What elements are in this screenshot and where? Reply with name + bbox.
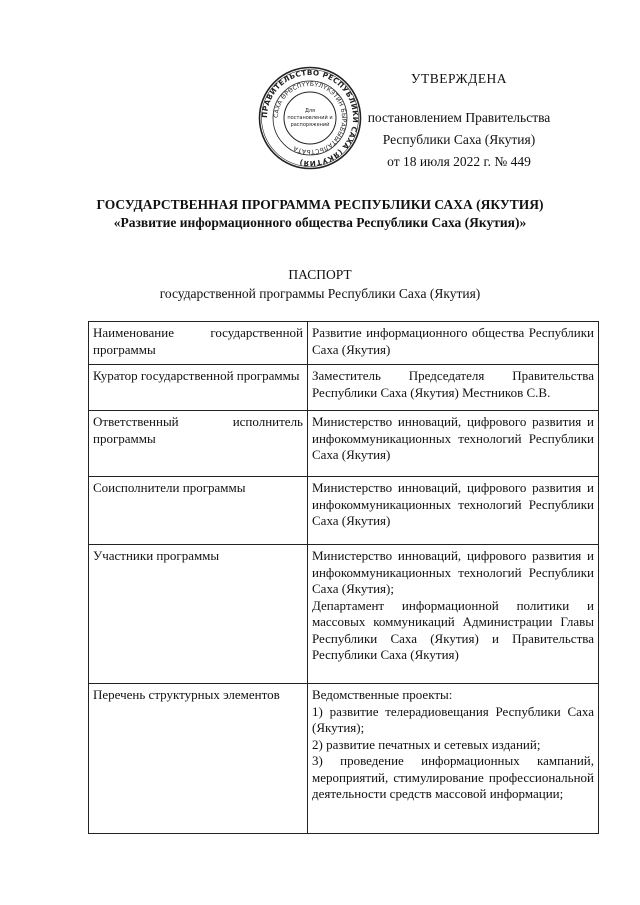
official-seal [258, 66, 362, 170]
passport-table [88, 321, 599, 834]
row-value [308, 411, 599, 477]
seal-center-line1: Для [304, 108, 316, 114]
row-value-text: 2) развитие печатных и сетевых изданий; [312, 736, 541, 752]
row-value-text: 3) проведение информационных кампаний, мероприятий, стимулирование профессиональной деятельности средств массовой информации; [312, 753, 594, 801]
row-label: Соисполнители программы [89, 477, 308, 545]
row-value-text: Развитие информационного общества Республики Саха (Якутия) [312, 325, 594, 357]
program-heading [60, 196, 580, 232]
row-value-text: Министерство инноваций, цифрового развития и инфокоммуникационных технологий Республики Саха (Якутия); [312, 548, 594, 596]
row-label: Наименование государственной программы [89, 322, 308, 365]
seal-inner-text: САХА ӨРӨСПҮҮБҮЛҮКЭТИН БЫРАБЫЫТАЛЬСТЬАТА [272, 80, 348, 156]
row-value-text: Заместитель Председателя Правительства Республики Саха (Якутия) Местников С.В. [312, 368, 594, 400]
approval-block [352, 68, 566, 173]
row-value-text: Министерство инноваций, цифрового развития и инфокоммуникационных технологий Республики Саха (Якутия) [312, 480, 594, 528]
table-row [89, 411, 599, 477]
row-value-text: Министерство инноваций, цифрового развития и инфокоммуникационных технологий Республики Саха (Якутия) [312, 414, 594, 462]
approval-title: УТВЕРЖДЕНА [410, 71, 508, 86]
table-row [89, 545, 599, 684]
row-value-text: Ведомственные проекты: [312, 687, 453, 702]
approval-line1: постановлением Правительства [367, 110, 551, 125]
row-value-text: 1) развитие телерадиовещания Республики Саха (Якутия); [312, 703, 594, 735]
table-row [89, 477, 599, 545]
approval-line2: Республики Саха (Якутия) [382, 132, 536, 147]
table-row [89, 684, 599, 834]
passport-subtitle: государственной программы Республики Саха (Якутия) [159, 286, 481, 301]
row-label: Ответственный исполнитель программы [89, 411, 308, 477]
program-heading-line2: «Развитие информационного общества Республики Саха (Якутия)» [113, 215, 527, 230]
row-value [308, 684, 599, 834]
passport-title: ПАСПОРТ [288, 267, 352, 282]
seal-outer-text: ПРАВИТЕЛЬСТВО РЕСПУБЛИКИ САХА (ЯКУТИЯ) [259, 67, 361, 169]
row-value [308, 477, 599, 545]
seal-center-line2: постановлений и [287, 115, 333, 121]
row-label: Участники программы [89, 545, 308, 684]
row-label: Куратор государственной программы [89, 365, 308, 411]
table-row [89, 322, 599, 365]
passport-heading [60, 265, 580, 303]
row-value [308, 322, 599, 365]
row-value-text: Департамент информационной политики и массовых коммуникаций Администрации Главы Республики Саха (Якутия) и Правительства Республики Саха (Якутия) [312, 597, 594, 662]
seal-center-line3: распоряжений [290, 122, 330, 128]
program-heading-line1: ГОСУДАРСТВЕННАЯ ПРОГРАММА РЕСПУБЛИКИ САХА (ЯКУТИЯ) [96, 197, 544, 212]
row-label: Перечень структурных элементов [89, 684, 308, 834]
row-value [308, 545, 599, 684]
approval-date: от 18 июля 2022 г. № 449 [387, 154, 531, 169]
table-row [89, 365, 599, 411]
row-value [308, 365, 599, 411]
